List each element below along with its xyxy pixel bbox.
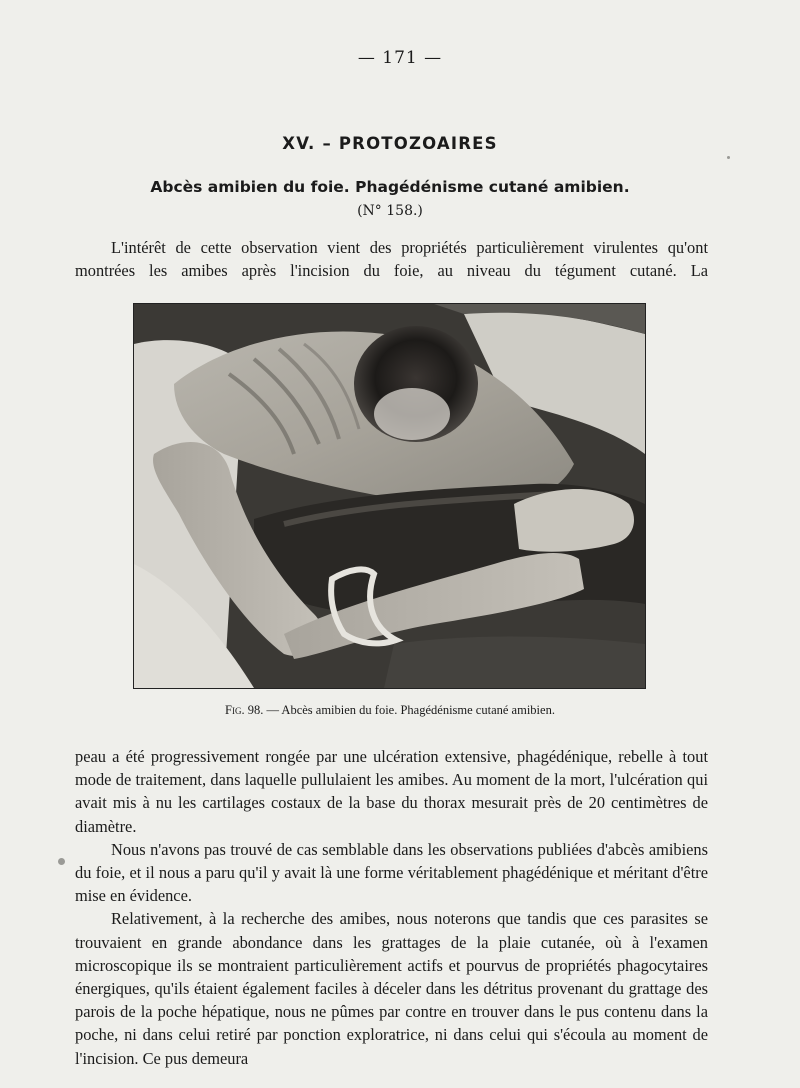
section-title: Abcès amibien du foie. Phagédénisme cutané amibien.	[150, 178, 630, 196]
paragraph-2: Nous n'avons pas trouvé de cas semblable dans les observations publiées d'abcès amibiens du foie, et il nous a paru qu'il y avait là une forme véritablement phagédénique et méritant d'être mise en évidence.	[75, 839, 708, 906]
intro-paragraph	[75, 236, 708, 282]
intro-text: L'intérêt de cette observation vient des propriétés particulièrement virulentes qu'ont montrées les amibes après l'incision du foie, au niveau du tégument cutané. La	[75, 238, 708, 281]
figure-label: Fig. 98.	[225, 703, 264, 717]
figure-caption-text: — Abcès amibien du foie. Phagédénisme cutané amibien.	[263, 703, 555, 717]
photograph-image	[134, 304, 645, 688]
paragraph-3: Relativement, à la recherche des amibes, nous noterons que tandis que ces parasites se trouvaient en grande abondance dans les grattages de la plaie cutanée, où à l'examen microscopique ils se montraient particulièrement actifs et pourvus de propriétés phagocytaires énergiques, qu'ils étaient également faciles à déceler dans les détritus provenant du grattage des parois de la poche hépatique, nous ne pûmes par contre en trouver dans le pus contenu dans la poche, ni dans celui retiré par ponction exploratrice, ni dans celui qui s'écoula au moment de l'incision. Ce pus demeura	[75, 909, 708, 1068]
page-number: — 171 —	[357, 48, 443, 68]
figure-caption	[0, 703, 780, 718]
observation-number: (N° 158.)	[357, 203, 423, 219]
body-text	[75, 745, 708, 1070]
clinical-photograph	[133, 303, 646, 689]
paper-speck	[58, 858, 65, 865]
chapter-title: XV. – PROTOZOAIRES	[282, 134, 498, 153]
paper-speck	[727, 156, 730, 159]
paragraph-1: peau a été progressivement rongée par une ulcération extensive, phagédénique, rebelle à tout mode de traitement, dans laquelle pullulaient les amibes. Au moment de la mort, l'ulcération qui avait mis à nu les cartilages costaux de la base du thorax mesurait près de 20 centimètres de diamètre.	[75, 747, 708, 836]
